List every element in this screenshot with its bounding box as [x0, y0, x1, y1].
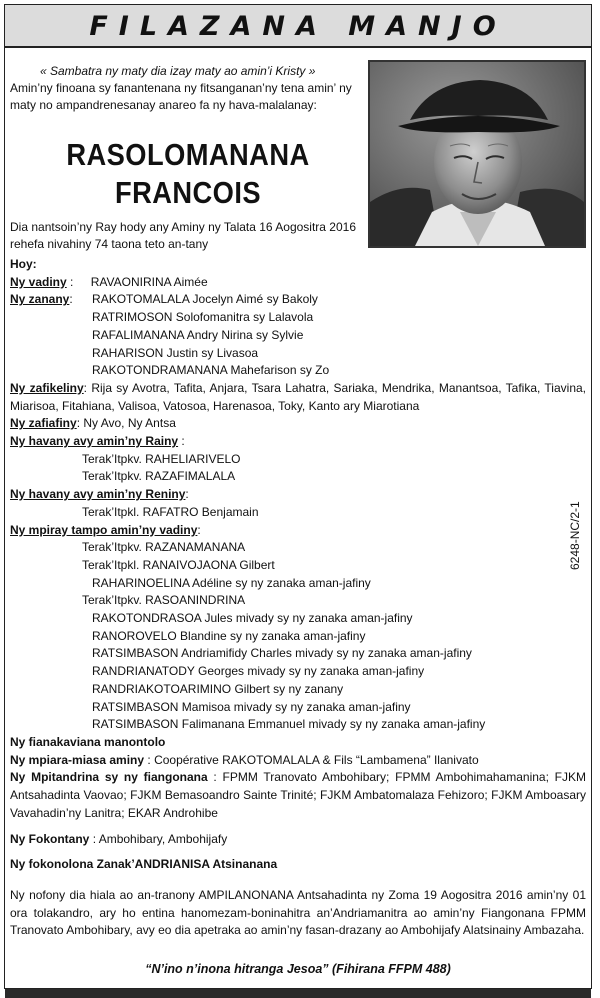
fokontany-row — [10, 831, 586, 849]
intro-text: Amin’ny finoana sy fanantenana ny fitsanganan’ny tena amin’ ny maty no ampandrenesanay anareo fa ny hava-malalanay: — [10, 81, 352, 112]
zanany-item: RAFALIMANANA Andry Nirina sy Sylvie — [92, 327, 304, 342]
zafiafiny-sep: : — [76, 416, 81, 431]
mpitandrina-label: Ny Mpitandrina sy ny fiangonana — [10, 770, 208, 785]
zanany-label: Ny zanany — [10, 292, 70, 307]
zafiafiny-label: Ny zafiafiny — [10, 416, 77, 431]
deceased-name-line1: RASOLOMANANA — [66, 137, 310, 172]
ad-reference: 6248-NC/2-1 — [568, 501, 582, 570]
verse-bottom: “N’ino n’inona hitranga Jesoa” (Fihirana FFPM 488) — [145, 962, 451, 976]
zafiafiny-value: Ny Avo, Ny Antsa — [83, 416, 176, 431]
mpiray-tampo-item: RANOROVELO Blandine sy ny zanaka aman-jafiny — [92, 628, 366, 643]
bottom-bar — [5, 989, 591, 998]
deceased-portrait — [368, 60, 586, 248]
mpiray-tampo-item: RAKOTONDRASOA Jules mivady sy ny zanaka aman-jafiny — [92, 611, 413, 626]
havany-reniny-sep: : — [185, 487, 189, 502]
mpiray-tampo-item: Terak’Itpkv. RAZANAMANANA — [82, 540, 246, 555]
mpiara-miasa-label: Ny mpiara-miasa aminy — [10, 752, 145, 767]
mpitandrina-value: : FPMM Tranovato Ambohibary; FPMM Ambohimahamanina; FJKM Antsahadinta Vaovao; FJKM Bemasoandro Sainte Trinité; FJKM Ambatomalaza Fehizoro; FJKM Amboasary Vavahadin’ny Lanitra; EKAR Androhibe — [10, 770, 586, 820]
deceased-name — [31, 136, 344, 212]
zafikeliny-sep: : — [83, 380, 88, 395]
mpiray-tampo-item: RAHARINOELINA Adéline sy ny zanaka aman-jafiny — [92, 575, 371, 590]
vadiny-row — [10, 274, 586, 292]
havany-rainy-sep: : — [178, 434, 185, 449]
zafikeliny-label: Ny zafikeliny — [10, 380, 84, 395]
mpiray-tampo-item: Terak’Itpkl. RANAIVOJAONA Gilbert — [82, 557, 275, 572]
vadiny-sep: : — [66, 274, 74, 289]
havany-reniny-row — [10, 486, 586, 504]
mpitandrina-row — [10, 769, 586, 822]
fokonolona-line: Ny fokonolona Zanak’ANDRIANISA Atsinanana — [10, 857, 278, 872]
havany-rainy-item: Terak’Itpkv. RAHELIARIVELO — [82, 451, 241, 466]
deceased-name-line2: FRANCOIS — [115, 175, 261, 210]
mpiray-tampo-row — [10, 522, 586, 540]
fokontany-value: : Ambohibary, Ambohijafy — [92, 831, 228, 846]
zanany-item: RAKOTOMALALA Jocelyn Aimé sy Bakoly — [92, 292, 318, 307]
funeral-details: Ny nofony dia hiala ao an-tranony AMPILANONANA Antsahadinta ny Zoma 19 Aogositra 2016 amin’ny 01 ora tolakandro, ary ho entina hanomezam-boninahitra an’Andriamanitra ao amin’ny Fiangonana FPMM Tranovato Ambohibary, avy eo dia apetraka ao amin’ny fasan-drazany ao Ambohijafy Alatsinainy Ambazaha. — [10, 888, 586, 937]
death-notice: Dia nantsoin’ny Ray hody any Aminy ny Talata 16 Aogositra 2016 rehefa nivahiny 74 taona teto an-tany — [10, 220, 356, 251]
zanany-sep: : — [69, 292, 73, 307]
mpiray-tampo-item: RATSIMBASON Falimanana Emmanuel mivady sy ny zanaka aman-jafiny — [92, 717, 486, 732]
zanany-row — [10, 291, 586, 309]
mpiara-miasa-row — [10, 752, 586, 770]
fianakaviana-line: Ny fianakaviana manontolo — [10, 734, 166, 749]
mpiray-tampo-sep: : — [197, 522, 201, 537]
mpiara-miasa-value: : Coopérative RAKOTOMALALA & Fils “Lambamena” Ilanivato — [144, 752, 479, 767]
zafikeliny-value: Rija sy Avotra, Tafita, Anjara, Tsara Lahatra, Sariaka, Mendrika, Manantsoa, Tafika, Tiavina, Miarisoa, Fitahiana, Valisoa, Vatosoa, Harenasoa, Toky, Kanto ary Miarotiana — [10, 380, 586, 413]
zafiafiny-row — [10, 415, 586, 433]
havany-rainy-row — [10, 433, 586, 451]
notice-banner-title: FILAZANA MANJO — [5, 5, 591, 48]
zanany-item: RAHARISON Justin sy Livasoa — [92, 345, 259, 360]
mpiray-tampo-item: RANDRIANATODY Georges mivady sy ny zanaka aman-jafiny — [92, 664, 425, 679]
family-list — [10, 256, 586, 874]
fokontany-label: Ny Fokontany — [10, 831, 90, 846]
mpiray-tampo-item: RANDRIAKOTOARIMINO Gilbert sy ny zanany — [92, 681, 344, 696]
hoy-label: Hoy: — [10, 257, 37, 271]
mpiray-tampo-item: RATSIMBASON Andriamifidy Charles mivady sy ny zanaka aman-jafiny — [92, 646, 472, 661]
mpiray-tampo-item: RATSIMBASON Mamisoa mivady sy ny zanaka aman-jafiny — [92, 699, 411, 714]
zanany-item: RAKOTONDRAMANANA Mahefarison sy Zo — [92, 363, 330, 378]
havany-rainy-label: Ny havany avy amin’ny Rainy — [10, 434, 179, 449]
havany-reniny-label: Ny havany avy amin’ny Reniny — [10, 487, 186, 502]
vadiny-value: RAVAONIRINA Aimée — [90, 274, 208, 289]
mpiray-tampo-label: Ny mpiray tampo amin’ny vadiny — [10, 522, 198, 537]
mpiray-tampo-item: Terak’Itpkv. RASOANINDRINA — [82, 593, 246, 608]
havany-reniny-item: Terak’Itpkl. RAFATRO Benjamain — [82, 504, 259, 519]
zafikeliny-row — [10, 380, 586, 415]
verse-top: « Sambatra ny maty dia izay maty ao amin’i Kristy » — [40, 64, 316, 78]
zanany-item: RATRIMOSON Solofomanitra sy Lalavola — [92, 310, 314, 325]
vadiny-label: Ny vadiny — [10, 274, 67, 289]
havany-rainy-item: Terak’Itpkv. RAZAFIMALALA — [82, 469, 236, 484]
